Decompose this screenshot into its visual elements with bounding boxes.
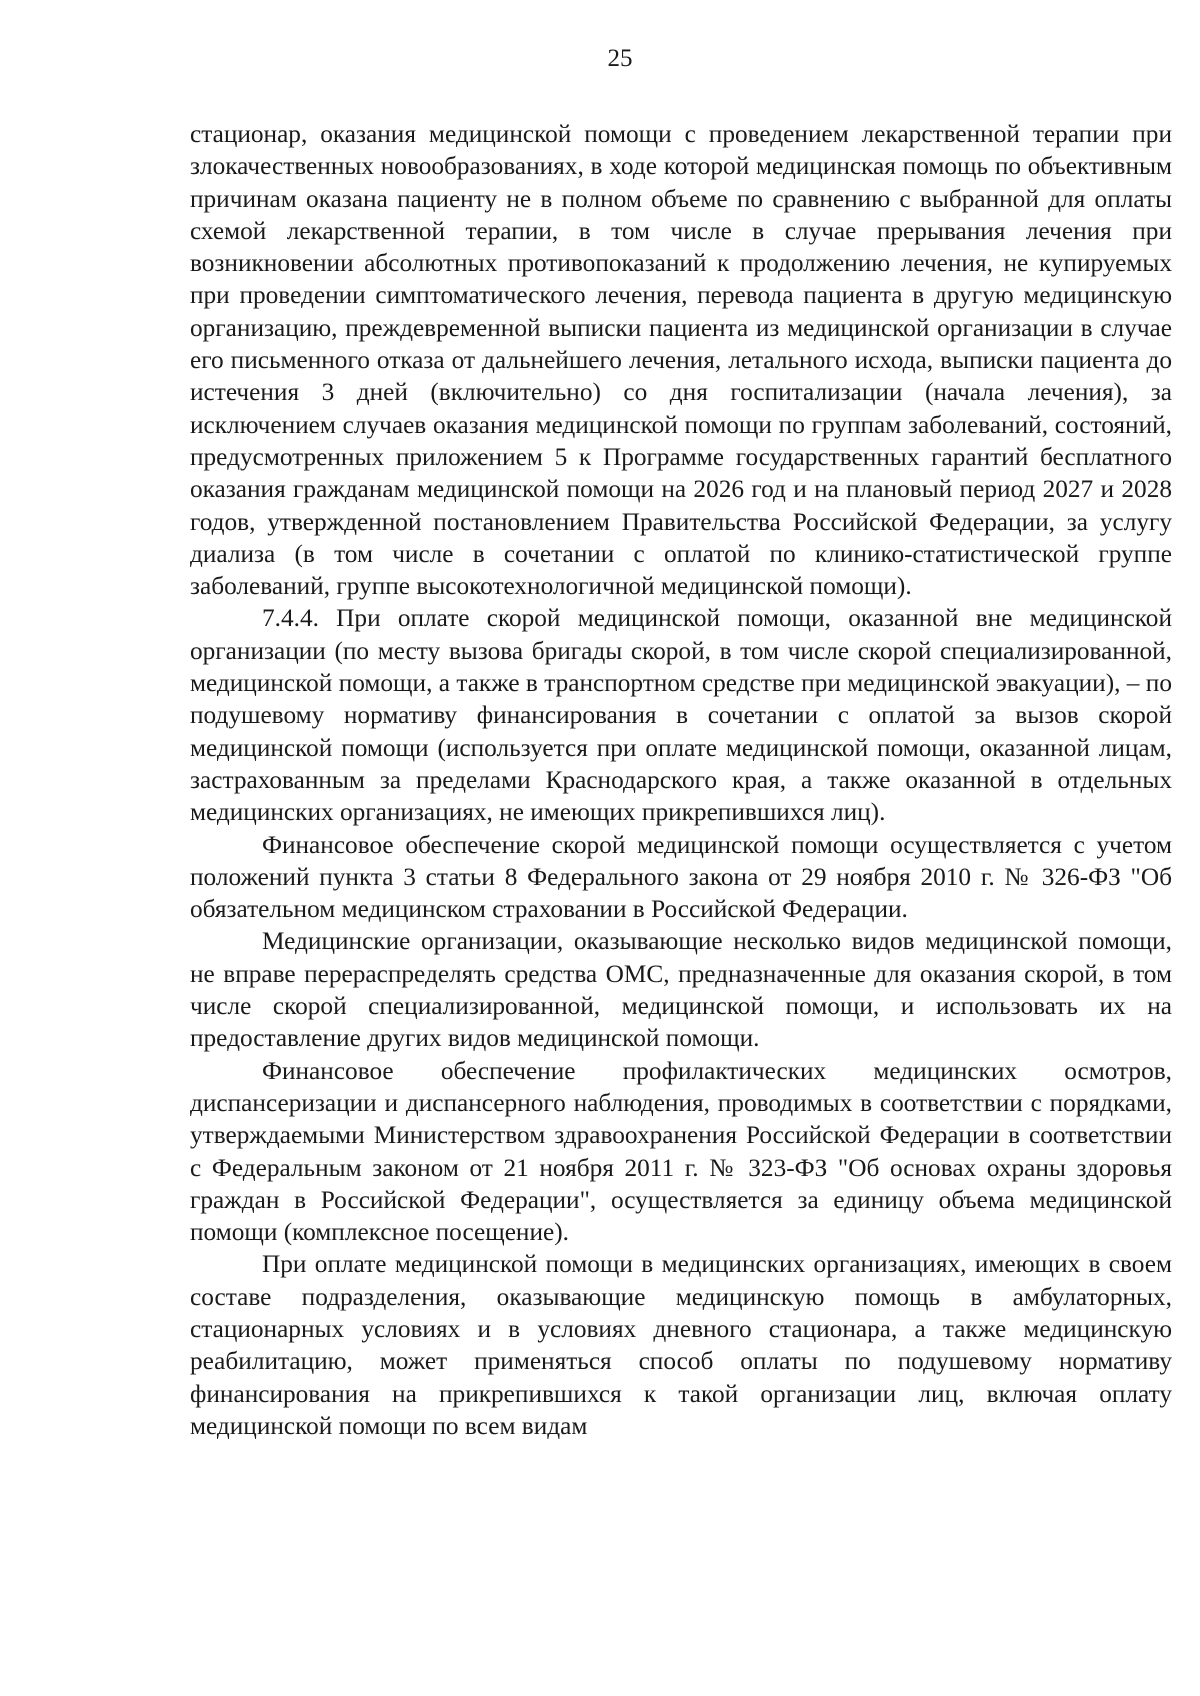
paragraph: При оплате медицинской помощи в медицинских организациях, имеющих в своем составе подразделения, оказывающие медицинскую помощь в амбулаторных, стационарных условиях и в условиях дневного стационара, а также медицинскую реабилитацию, может применяться способ оплаты по подушевому нормативу финансирования на прикрепившихся к такой организации лиц, включая оплату медицинской помощи по всем видам bbox=[190, 1250, 1172, 1440]
paragraph: 7.4.4. При оплате скорой медицинской помощи, оказанной вне медицинской организации (по месту вызова бригады скорой, в том числе скорой специализированной, медицинской помощи, а также в транспортном средстве при медицинской эвакуации), – по подушевому нормативу финансирования в сочетании с оплатой за вызов скорой медицинской помощи (используется при оплате медицинской помощи, оказанной лицам, застрахованным за пределами Краснодарского края, а также оказанной в отдельных медицинских организациях, не имеющих прикрепившихся лиц). bbox=[190, 604, 1172, 827]
page-number: 25 bbox=[607, 45, 633, 72]
paragraph: Финансовое обеспечение скорой медицинской помощи осуществляется с учетом положений пункта 3 статьи 8 Федерального закона от 29 ноября 2010 г. № 326-ФЗ "Об обязательном медицинском страховании в Российской Федерации. bbox=[190, 830, 1172, 924]
paragraph: Финансовое обеспечение профилактических медицинских осмотров, диспансеризации и диспансерного наблюдения, проводимых в соответствии с порядками, утверждаемыми Министерством здравоохранения Российской Федерации в соответствии с Федеральным законом от 21 ноября 2011 г. № 323-ФЗ "Об основах охраны здоровья граждан в Российской Федерации", осуществляется за единицу объема медицинской помощи (комплексное посещение). bbox=[190, 1056, 1172, 1247]
document-body bbox=[190, 118, 1172, 1442]
paragraph: Медицинские организации, оказывающие несколько видов медицинской помощи, не вправе перераспределять средства ОМС, предназначенные для оказания скорой, в том числе скорой специализированной, медицинской помощи, и использовать их на предоставление других видов медицинской помощи. bbox=[190, 927, 1172, 1053]
paragraph: стационар, оказания медицинской помощи с проведением лекарственной терапии при злокачественных новообразованиях, в ходе которой медицинская помощь по объективным причинам оказана пациенту не в полном объеме по сравнению с выбранной для оплаты схемой лекарственной терапии, в том числе в случае прерывания лечения при возникновении абсолютных противопоказаний к продолжению лечения, не купируемых при проведении симптоматического лечения, перевода пациента в другую медицинскую организацию, преждевременной выписки пациента из медицинской организации в случае его письменного отказа от дальнейшего лечения, летального исхода, выписки пациента до истечения 3 дней (включительно) со дня госпитализации (начала лечения), за исключением случаев оказания медицинской помощи по группам заболеваний, состояний, предусмотренных приложением 5 к Программе государственных гарантий бесплатного оказания гражданам медицинской помощи на 2026 год и на плановый период 2027 и 2028 годов, утвержденной постановлением Правительства Российской Федерации, за услугу диализа (в том числе в сочетании с оплатой по клинико-статистической группе заболеваний, группе высокотехнологичной медицинской помощи). bbox=[190, 120, 1172, 601]
